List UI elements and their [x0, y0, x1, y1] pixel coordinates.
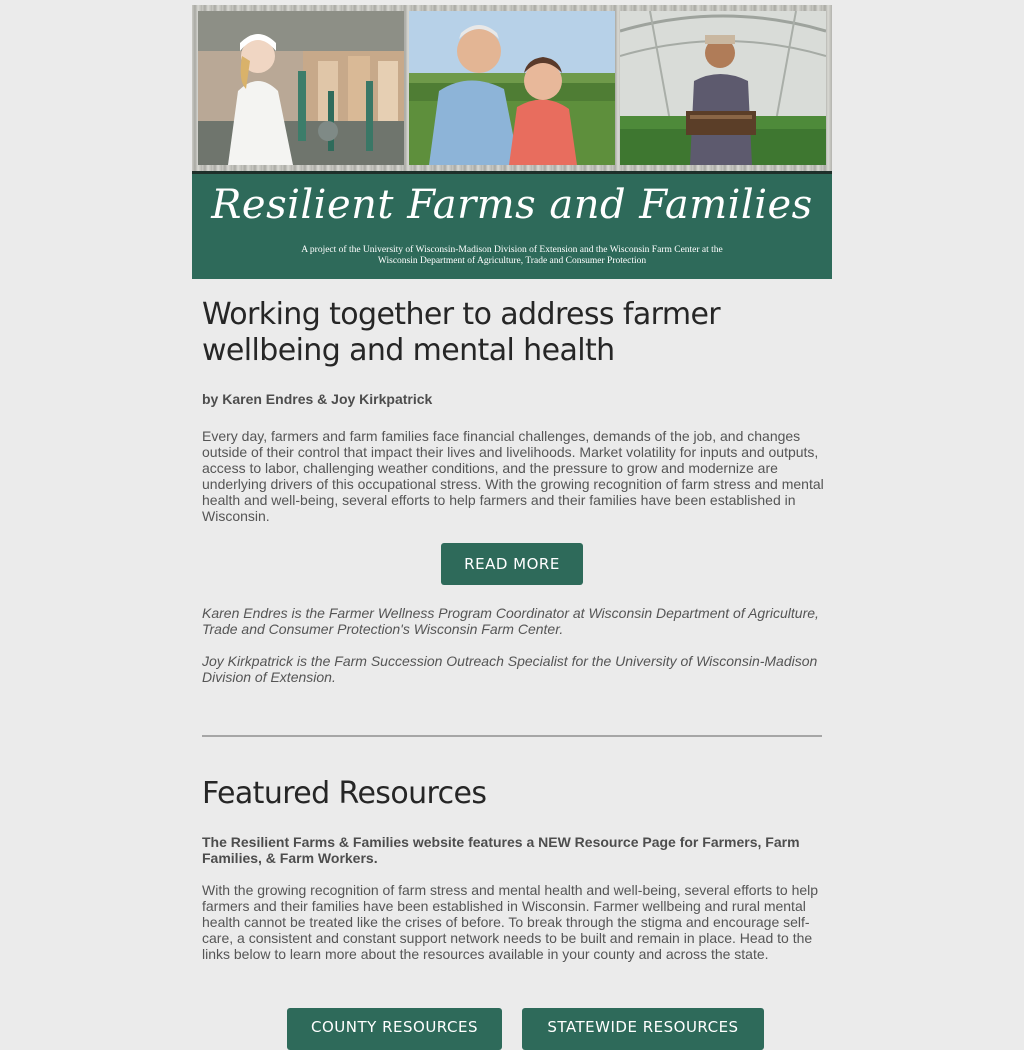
featured-resources-title: Featured Resources: [202, 776, 487, 811]
banner-subtitle: [252, 245, 772, 267]
title-band: [192, 174, 832, 279]
resources-intro: The Resilient Farms & Families website features a NEW Resource Page for Farmers, Farm Families, & Farm Workers.: [202, 834, 800, 866]
read-more-button[interactable]: READ MORE: [441, 543, 583, 585]
greenhouse-farmer-photo: [620, 11, 826, 165]
county-resources-button[interactable]: COUNTY RESOURCES: [287, 1008, 502, 1050]
banner-subtitle-line-2: Wisconsin Department of Agriculture, Trade and Consumer Protection: [377, 256, 647, 266]
article-byline: by Karen Endres & Joy Kirkpatrick: [202, 391, 433, 407]
statewide-resources-button[interactable]: STATEWIDE RESOURCES: [522, 1008, 764, 1050]
author-bio-endres: Karen Endres is the Farmer Wellness Program Coordinator at Wisconsin Department of Agriculture, Trade and Consumer Protection's Wisconsin Farm Center.: [202, 605, 819, 637]
dairy-worker-photo: [198, 11, 404, 165]
photo-strip: [192, 5, 832, 171]
banner-title: Resilient Farms and Families: [211, 182, 813, 228]
email-column: [192, 0, 832, 1036]
banner-subtitle-line-1: A project of the University of Wisconsin-Madison Division of Extension and the Wisconsin Farm Center at the: [301, 245, 723, 255]
header-banner: [192, 5, 832, 279]
resources-body: With the growing recognition of farm stress and mental health and well-being, several efforts to help farmers and their families have been established in Wisconsin. Farmer wellbeing and rural mental health cannot be treated like the crises of before. To break through the stigma and encourage self-care, a consistent and constant support network needs to be built and remain in place. Head to the links below to learn more about the resources available in your county and across the state.: [202, 882, 819, 962]
farm-couple-photo: [409, 11, 615, 165]
section-divider: [202, 735, 822, 737]
article-body: Every day, farmers and farm families face financial challenges, demands of the job, and changes outside of their control that impact their lives and livelihoods. Market volatility for inputs and outputs, access to labor, challenging weather conditions, and the pressure to grow and modernize are underlying drivers of this occupational stress. With the growing recognition of farm stress and mental health and well-being, several efforts to help farmers and their families have been established in Wisconsin.: [202, 428, 824, 524]
author-bio-kirkpatrick: Joy Kirkpatrick is the Farm Succession Outreach Specialist for the University of Wisconsin-Madison Division of Extension.: [202, 653, 818, 685]
article-title: Working together to address farmer wellbeing and mental health: [202, 297, 721, 368]
